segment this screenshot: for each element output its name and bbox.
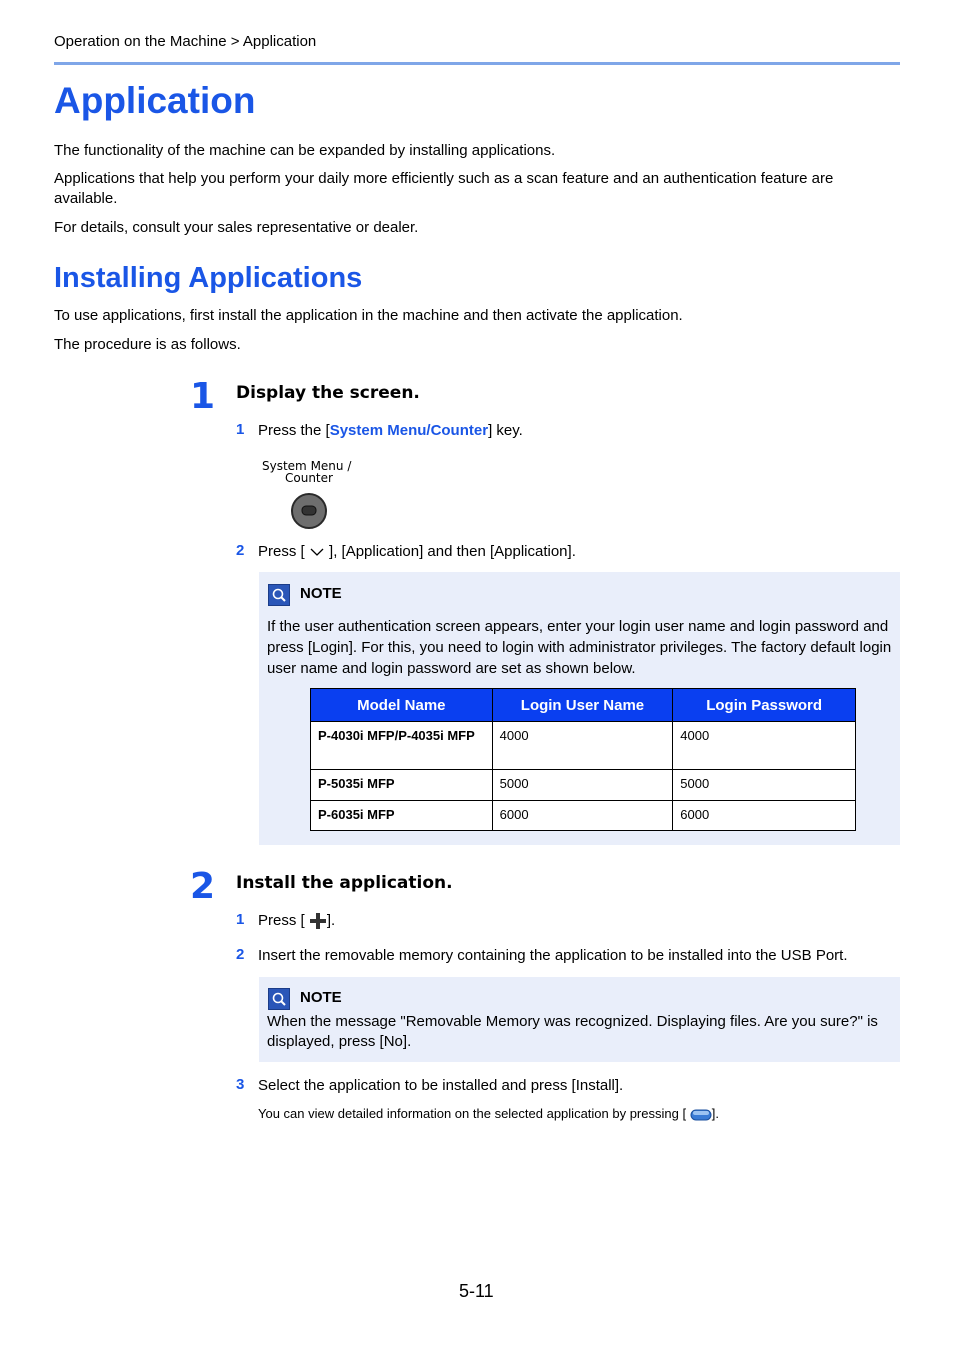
substep-number: 1	[236, 911, 245, 928]
substep-number: 1	[236, 421, 245, 438]
login-password-cell: 6000	[673, 801, 856, 831]
intro-paragraph-3: For details, consult your sales representative or dealer.	[54, 219, 419, 236]
step-number-1: 1	[190, 376, 216, 417]
breadcrumb: Operation on the Machine > Application	[54, 33, 317, 50]
login-user-cell: 6000	[492, 801, 673, 831]
note-box	[259, 977, 900, 1062]
column-header: Login Password	[673, 689, 856, 722]
chevron-down-icon	[309, 546, 325, 558]
table-row	[311, 801, 856, 831]
table-row	[311, 770, 856, 801]
note-text: When the message "Removable Memory was recognized. Displaying files. Are you sure?" is displayed, press [No].	[267, 1013, 878, 1050]
model-name-cell: P-5035i MFP	[311, 770, 493, 801]
substep-text	[258, 421, 523, 441]
login-password-cell: 5000	[673, 770, 856, 801]
model-name-cell: P-6035i MFP	[311, 801, 493, 831]
plus-icon	[309, 912, 327, 930]
login-user-cell: 4000	[492, 722, 673, 770]
system-menu-key-icon	[290, 492, 328, 535]
login-password-cell: 4000	[673, 722, 856, 770]
table-row	[311, 722, 856, 770]
key-caption-line1: System Menu /	[262, 459, 352, 473]
column-header: Model Name	[311, 689, 493, 722]
step-title-2: Install the application.	[236, 873, 453, 893]
detail-note	[258, 1106, 719, 1122]
intro-paragraph-2: Applications that help you perform your daily more efficiently such as a scan feature and an authentication feature are available.	[54, 170, 834, 207]
substep-number: 3	[236, 1076, 245, 1093]
step-title-1: Display the screen.	[236, 383, 420, 403]
substep-text-after: ] key.	[488, 422, 523, 439]
substep-text-after: ], [Application] and then [Application].	[329, 543, 576, 560]
detail-text-before: You can view detailed information on the selected application by pressing [	[258, 1106, 687, 1121]
substep-text-before: Press [	[258, 912, 305, 929]
substep-text: Insert the removable memory containing the application to be installed into the USB Port.	[258, 947, 848, 964]
substep-text	[258, 911, 335, 931]
substep-number: 2	[236, 946, 245, 963]
note-label: NOTE	[300, 585, 342, 602]
detail-button-icon	[690, 1108, 712, 1122]
model-name-cell: P-4030i MFP/P-4035i MFP	[311, 722, 493, 770]
intro-paragraph-1: The functionality of the machine can be expanded by installing applications.	[54, 142, 556, 159]
note-label: NOTE	[300, 989, 342, 1006]
substep-text-before: Press [	[258, 543, 305, 560]
table-header-row	[311, 689, 856, 722]
substep-text	[258, 542, 576, 562]
login-user-cell: 5000	[492, 770, 673, 801]
column-header: Login User Name	[492, 689, 673, 722]
note-text: If the user authentication screen appears, enter your login user name and login password and press [Login]. For this, you need to login with administrator privileges. The factory default login user name and login password are set as shown below.	[267, 618, 892, 677]
substep-text-before: Press the [	[258, 422, 330, 439]
page-title: Application	[54, 80, 256, 121]
substep-number: 2	[236, 542, 245, 559]
step-number-2: 2	[190, 866, 216, 907]
substep-text: Select the application to be installed and press [Install].	[258, 1077, 624, 1094]
key-caption	[262, 460, 362, 484]
key-caption-line2: Counter	[285, 471, 333, 485]
header-rule	[54, 62, 900, 65]
note-icon	[268, 584, 290, 606]
page-number: 5-11	[459, 1281, 494, 1301]
section-title: Installing Applications	[54, 262, 363, 294]
detail-text-after: ].	[711, 1106, 719, 1121]
system-menu-key-label: System Menu/Counter	[329, 422, 489, 439]
note-icon	[268, 988, 290, 1010]
section-intro-1: To use applications, first install the application in the machine and then activate the application.	[54, 307, 683, 324]
substep-text-after: ].	[326, 912, 336, 929]
login-defaults-table	[310, 688, 856, 831]
section-intro-2: The procedure is as follows.	[54, 336, 241, 353]
